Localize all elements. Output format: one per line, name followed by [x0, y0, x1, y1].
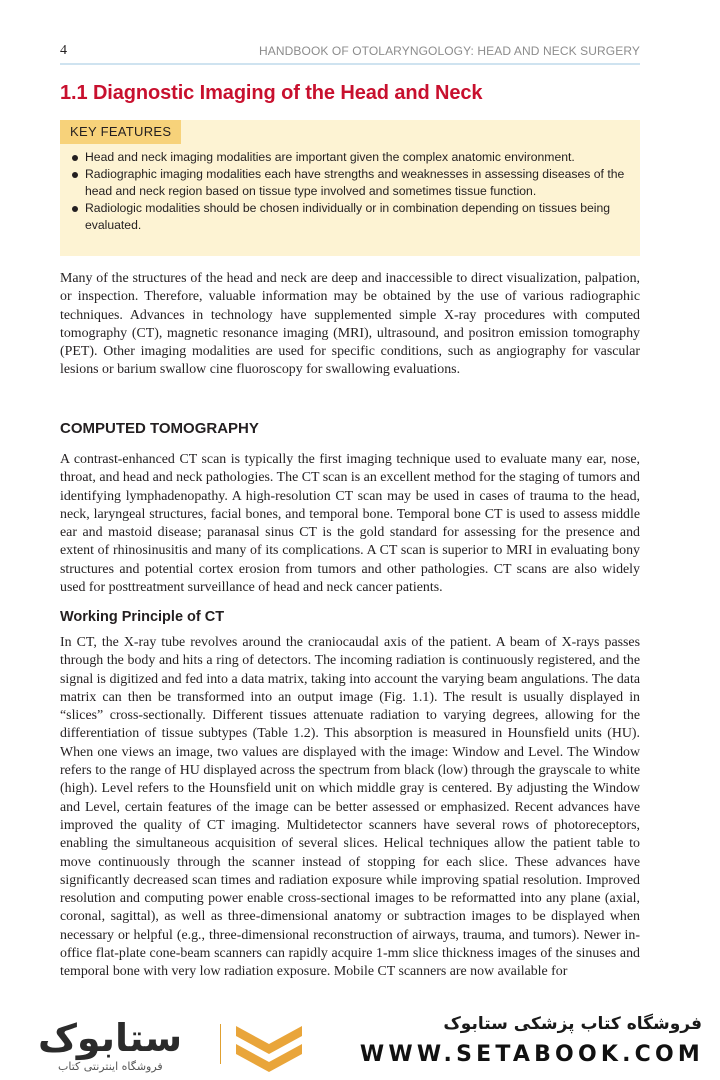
key-feature-item	[60, 166, 635, 200]
key-feature-text: Radiographic imaging modalities each have strengths and weaknesses in assessing diseases of the head and neck region based on tissue type involved and sometimes tissue function.	[85, 167, 625, 198]
key-features-label: KEY FEATURES	[60, 120, 181, 144]
watermark-banner	[0, 998, 720, 1080]
running-header	[60, 43, 640, 65]
ct-heading: COMPUTED TOMOGRAPHY	[60, 420, 259, 437]
page-number: 4	[60, 43, 67, 58]
logo-divider	[220, 1024, 221, 1064]
section-title: 1.1 Diagnostic Imaging of the Head and Neck	[60, 82, 483, 104]
shop-name: فروشگاه کتاب پزشکی ستابوک	[443, 1014, 702, 1034]
key-feature-text: Head and neck imaging modalities are important given the complex anatomic environment.	[85, 150, 575, 164]
bullet-icon	[72, 155, 78, 161]
key-feature-text: Radiologic modalities should be chosen individually or in combination depending on tissues being evaluated.	[85, 201, 611, 232]
key-features-box	[60, 120, 640, 256]
logo-subtitle: فروشگاه اینترنتی کتاب	[58, 1060, 163, 1073]
store-logo	[28, 1016, 278, 1076]
key-features-list	[60, 149, 635, 234]
key-feature-item	[60, 149, 635, 166]
ct-paragraph: A contrast-enhanced CT scan is typically the first imaging technique used to evaluate many ear, nose, throat, and head and neck pathologies. The CT scan is an excellent method for the staging of tumors and identifying lymphadenopathy. A high-resolution CT scan may be used in cases of trauma to the head, neck, laryngeal structures, facial bones, and temporal bone. Temporal bone CT is used to assess middle ear and mastoid disease; paranasal sinus CT is the gold standard for assessing for the presence and extent of rhinosinusitis and many of its complications. A CT scan is superior to MRI in evaluating bony structures and potential cortex erosion from tumors and other pathologies. CT scans are also widely used for posttreatment surveillance of head and neck cancer patients.	[60, 452, 640, 596]
key-feature-item	[60, 200, 635, 234]
working-principle-paragraph: In CT, the X-ray tube revolves around the craniocaudal axis of the patient. A beam of X-rays passes through the body and hits a ring of detectors. The incoming radiation is continuously registered, and the signal is digitized and fed into a data matrix, taking into account the varying beam angulations. The data matrix can then be transformed into an output image (Fig. 1.1). The result is usually displayed in “slices” cross-sectionally. Different tissues attenuate radiation to varying degrees, allowing for the differentiation of tissue subtypes (Table 1.2). This absorption is measured in Hounsfield units (HU). When one views an image, two values are displayed with the image: Window and Level. The Window refers to the range of HU displayed across the spectrum from black (low) through the grayscale to white (high). Level refers to the Hounsfield unit on which middle gray is centered. By adjusting the Window and Level, certain features of the image can be better assessed or emphasized. Recent advances have improved the quality of CT imaging. Multidetector scanners have several rows of photoreceptors, enabling the simultaneous acquisition of several slices. Helical techniques allow the patient table to move continuously through the scanner instead of stopping for each slice. These advances have significantly decreased scan times and radiation exposure while improving spatial resolution. Improved resolution and computing power enable cross-sectional images to be reformatted into any plane (axial, coronal, sagittal), as well as three-dimensional anatomy or subtraction images to be displayed when necessary or helpful (e.g., three-dimensional reconstruction of airways, trauma, and tumors). Newer in-office flat-plate cone-beam scanners can rapidly acquire 1-mm slice thickness images of the sinuses and temporal bone with very low radiation exposure. Mobile CT scanners are now available for	[60, 635, 640, 980]
logo-wordmark: ستابوک	[38, 1016, 183, 1060]
intro-paragraph: Many of the structures of the head and neck are deep and inaccessible to direct visualization, palpation, or inspection. Therefore, valuable information may be obtained by the use of various radiographic techniques. Advances in technology have supplemented simple X-ray procedures with computed tomography (CT), magnetic resonance imaging (MRI), ultrasound, and positron emission tomography (PET). Other imaging modalities are used for specific conditions, such as angiography for vascular lesions or barium swallow cine fluoroscopy for swallowing evaluations.	[60, 271, 640, 378]
bullet-icon	[72, 206, 78, 212]
running-book-title: HANDBOOK OF OTOLARYNGOLOGY: HEAD AND NECK SURGERY	[259, 44, 640, 58]
working-principle-heading: Working Principle of CT	[60, 609, 225, 625]
chevron-logo-icon	[234, 1022, 304, 1074]
bullet-icon	[72, 172, 78, 178]
shop-url: WWW.SETABOOK.COM	[359, 1042, 704, 1067]
